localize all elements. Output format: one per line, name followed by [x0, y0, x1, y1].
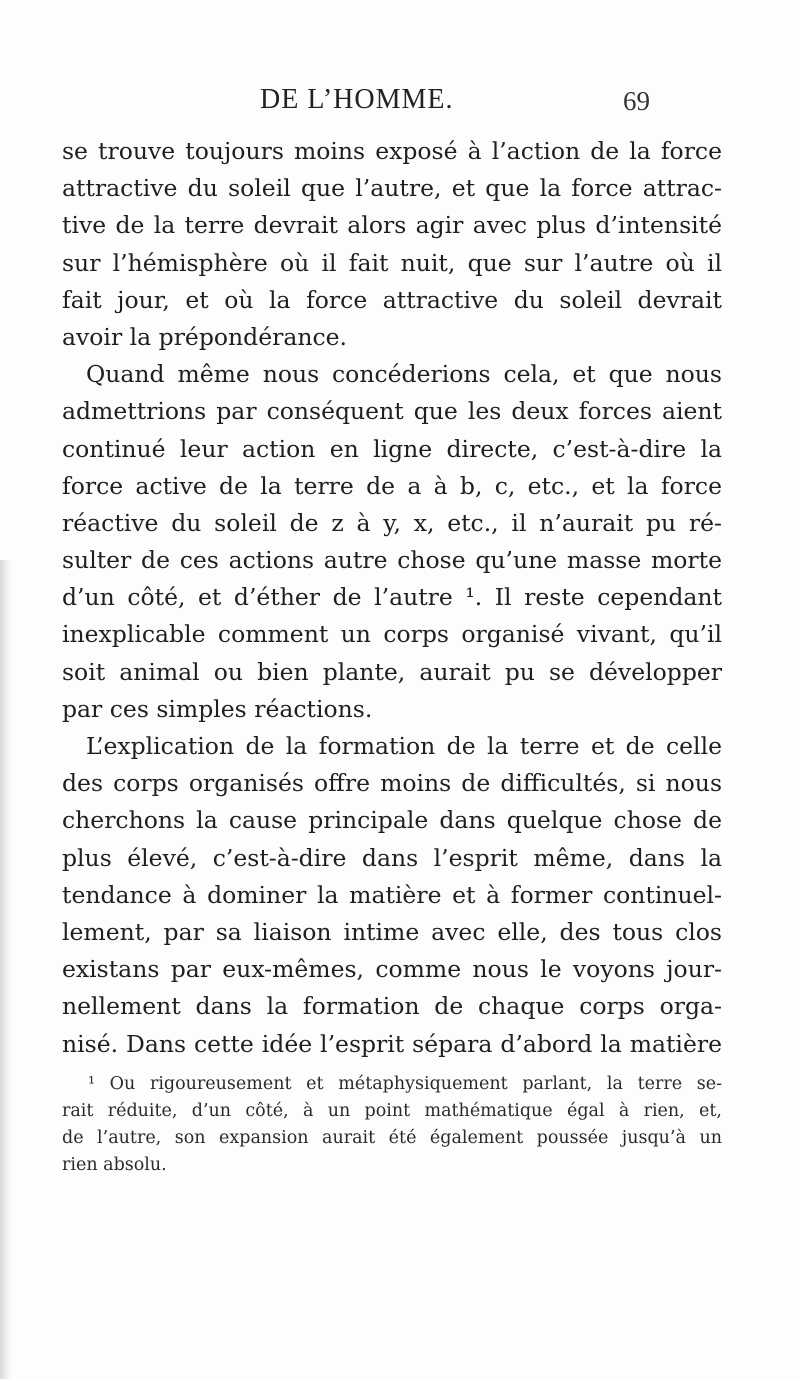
text-line: soit animal ou bien plante, aurait pu se développer — [62, 657, 722, 686]
page-number: 69 — [623, 86, 650, 116]
text-line: avoir la prépondérance. — [62, 322, 348, 351]
running-title: DE L’HOMME. — [260, 84, 454, 115]
text-line: inexplicable comment un corps organisé vivant, qu’il — [62, 620, 722, 649]
footnote-line: ¹ Ou rigoureusement et métaphysiquement parlant, la terre se- — [88, 1074, 722, 1094]
text-line: fait jour, et où la force attractive du soleil devrait — [62, 285, 722, 314]
text-line: tive de la terre devrait alors agir avec plus d’intensité — [62, 211, 722, 240]
text-line: continué leur action en ligne directe, c’est-à-dire la — [62, 434, 722, 463]
text-line: sulter de ces actions autre chose qu’une masse morte — [62, 546, 722, 575]
text-line: existans par eux-mêmes, comme nous le voyons jour- — [62, 955, 722, 984]
binding-shadow — [0, 560, 12, 1379]
text-line: par ces simples réactions. — [62, 694, 373, 723]
text-line: lement, par sa liaison intime avec elle, des tous clos — [62, 917, 722, 946]
text-line: attractive du soleil que l’autre, et que la force attrac- — [62, 174, 722, 203]
body-text — [62, 133, 722, 1063]
footnote-line: rien absolu. — [62, 1155, 167, 1175]
text-line: tendance à dominer la matière et à former continuel- — [62, 880, 722, 909]
text-line: force active de la terre de a à b, c, etc., et la force — [62, 471, 722, 500]
text-line: nisé. Dans cette idée l’esprit sépara d’abord la matière — [62, 1029, 722, 1058]
footnote — [62, 1071, 722, 1179]
text-line: plus élevé, c’est-à-dire dans l’esprit même, dans la — [62, 843, 722, 872]
text-line: d’un côté, et d’éther de l’autre ¹. Il reste cependant — [62, 583, 722, 612]
text-line: sur l’hémisphère où il fait nuit, que sur l’autre où il — [62, 248, 722, 277]
text-line: réactive du soleil de z à y, x, etc., il n’aurait pu ré- — [62, 508, 722, 537]
footnote-line: rait réduite, d’un côté, à un point mathématique égal à rien, et, — [62, 1101, 722, 1121]
text-line: admettrions par conséquent que les deux forces aient — [62, 397, 722, 426]
text-line: Quand même nous concéderions cela, et que nous — [86, 360, 722, 389]
text-line: cherchons la cause principale dans quelque chose de — [62, 806, 722, 835]
text-line: des corps organisés offre moins de difficultés, si nous — [62, 769, 722, 798]
text-line: se trouve toujours moins exposé à l’action de la force — [62, 137, 722, 165]
footnote-line: de l’autre, son expansion aurait été également poussée jusqu’à un — [62, 1128, 722, 1148]
running-header — [0, 84, 800, 124]
text-line: L’explication de la formation de la terre et de celle — [86, 732, 722, 760]
text-line: nellement dans la formation de chaque corps orga- — [62, 992, 722, 1021]
